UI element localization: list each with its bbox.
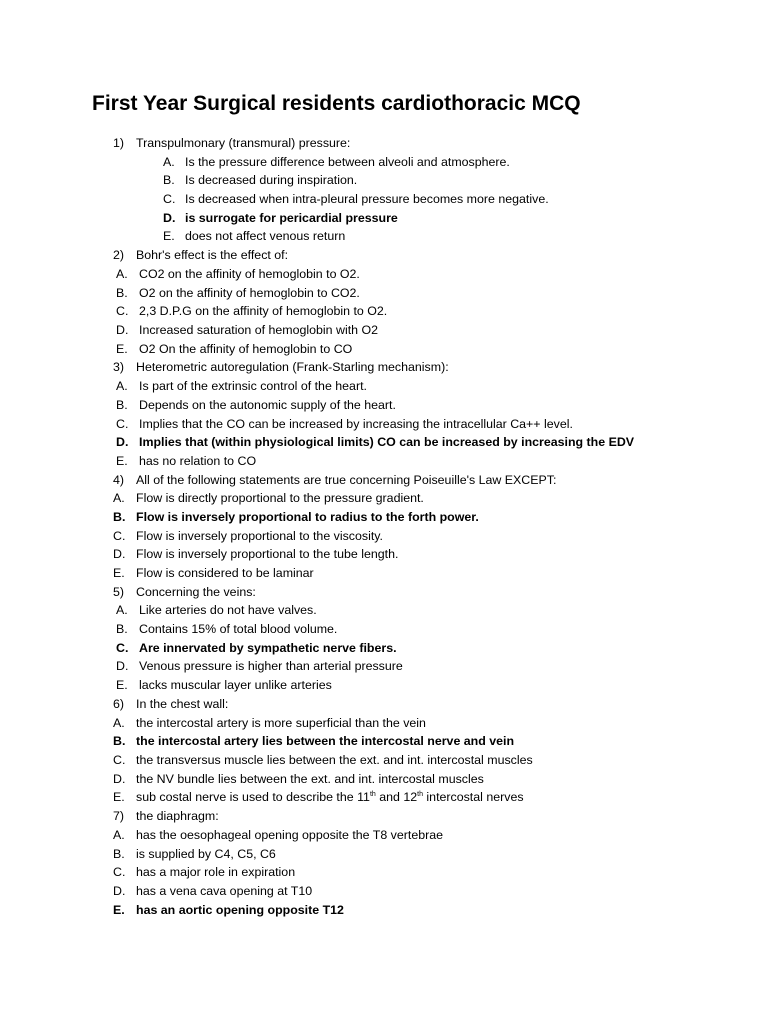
option-text: Flow is directly proportional to the pressure gradient.: [136, 491, 424, 505]
option-text-part: sub costal nerve is used to describe the 11: [136, 790, 370, 804]
option-label: E.: [113, 790, 125, 804]
option-label: D.: [163, 211, 176, 225]
option-text: Flow is inversely proportional to the viscosity.: [136, 529, 383, 543]
option-label: A.: [116, 379, 128, 393]
option-text: is surrogate for pericardial pressure: [185, 211, 398, 225]
option-text: Are innervated by sympathetic nerve fibers.: [139, 641, 397, 655]
ordinal-suffix: th: [369, 790, 376, 798]
option-label: C.: [116, 641, 129, 655]
page-title: First Year Surgical residents cardiothoracic MCQ: [92, 92, 581, 115]
option-label: C.: [163, 192, 176, 206]
option-text: is supplied by C4, C5, C6: [136, 847, 276, 861]
option-text: Is the pressure difference between alveoli and atmosphere.: [185, 155, 510, 169]
question-text: Concerning the veins:: [136, 585, 256, 599]
option-label: C.: [116, 417, 129, 431]
option-label: E.: [163, 229, 175, 243]
option-label: D.: [116, 323, 129, 337]
option-text: has a major role in expiration: [136, 865, 296, 879]
option-text: has no relation to CO: [139, 454, 257, 468]
option-text: Venous pressure is higher than arterial pressure: [139, 659, 403, 673]
option-label: B.: [163, 173, 175, 187]
option-label: B.: [113, 847, 125, 861]
option-text: Implies that the CO can be increased by increasing the intracellular Ca++ level.: [139, 417, 573, 431]
option-text: does not affect venous return: [185, 229, 346, 243]
option-text: has an aortic opening opposite T12: [136, 903, 344, 917]
option-label: A.: [113, 828, 125, 842]
question-number: 3): [113, 360, 125, 374]
question-number: 7): [113, 809, 125, 823]
option-label: A.: [116, 603, 128, 617]
option-label: D.: [113, 772, 126, 786]
option-label: C.: [116, 304, 129, 318]
option-text-part: and 12: [375, 790, 418, 804]
option-text: CO2 on the affinity of hemoglobin to O2.: [139, 267, 360, 281]
option-label: D.: [113, 884, 126, 898]
option-text: Like arteries do not have valves.: [139, 603, 317, 617]
option-text: O2 On the affinity of hemoglobin to CO: [139, 342, 353, 356]
option-text: Increased saturation of hemoglobin with O2: [139, 323, 379, 337]
option-label: A.: [113, 491, 125, 505]
question-text: Transpulmonary (transmural) pressure:: [136, 136, 351, 150]
option-label: C.: [113, 753, 126, 767]
option-text: Flow is inversely proportional to radius to the forth power.: [136, 510, 479, 524]
option-text: 2,3 D.P.G on the affinity of hemoglobin to O2.: [139, 304, 388, 318]
option-text: Is part of the extrinsic control of the heart.: [139, 379, 367, 393]
question-number: 6): [113, 697, 125, 711]
option-text: Flow is inversely proportional to the tube length.: [136, 547, 399, 561]
option-text: has a vena cava opening at T10: [136, 884, 313, 898]
option-text: the intercostal artery is more superficial than the vein: [136, 716, 426, 730]
option-label: E.: [113, 903, 125, 917]
option-text: the intercostal artery lies between the intercostal nerve and vein: [136, 734, 515, 748]
option-text: has the oesophageal opening opposite the T8 vertebrae: [136, 828, 444, 842]
question-text: All of the following statements are true concerning Poiseuille's Law EXCEPT:: [136, 473, 557, 487]
option-text: Depends on the autonomic supply of the heart.: [139, 398, 396, 412]
option-text: Is decreased during inspiration.: [185, 173, 358, 187]
option-label: D.: [113, 547, 126, 561]
option-label: D.: [116, 435, 129, 449]
option-label: A.: [163, 155, 175, 169]
question-number: 5): [113, 585, 125, 599]
option-label: A.: [116, 267, 128, 281]
option-text: Implies that (within physiological limits) CO can be increased by increasing the EDV: [139, 435, 635, 449]
option-label: A.: [113, 716, 125, 730]
question-text: Bohr's effect is the effect of:: [136, 248, 289, 262]
option-label: E.: [116, 678, 128, 692]
option-label: C.: [113, 529, 126, 543]
option-text-part: intercostal nerves: [422, 790, 524, 804]
ordinal-suffix: th: [417, 790, 423, 798]
option-label: D.: [116, 659, 129, 673]
option-label: B.: [116, 286, 128, 300]
question-number: 1): [113, 136, 125, 150]
option-text: lacks muscular layer unlike arteries: [139, 678, 332, 692]
option-label: E.: [116, 454, 128, 468]
option-label: B.: [113, 734, 126, 748]
option-label: B.: [116, 398, 128, 412]
option-text: Contains 15% of total blood volume.: [139, 622, 338, 636]
question-text: Heterometric autoregulation (Frank-Starling mechanism):: [136, 360, 449, 374]
option-text: O2 on the affinity of hemoglobin to CO2.: [139, 286, 360, 300]
option-label: B.: [113, 510, 126, 524]
question-number: 2): [113, 248, 125, 262]
question-text: the diaphragm:: [136, 809, 219, 823]
option-text: Flow is considered to be laminar: [136, 566, 314, 580]
question-number: 4): [113, 473, 125, 487]
option-text: the transversus muscle lies between the ext. and int. intercostal muscles: [136, 753, 533, 767]
option-text: [136, 788, 524, 807]
option-text: Is decreased when intra-pleural pressure becomes more negative.: [185, 192, 549, 206]
option-label: E.: [116, 342, 128, 356]
option-label: B.: [116, 622, 128, 636]
question-text: In the chest wall:: [136, 697, 229, 711]
option-text: the NV bundle lies between the ext. and int. intercostal muscles: [136, 772, 484, 786]
option-label: C.: [113, 865, 126, 879]
option-label: E.: [113, 566, 125, 580]
